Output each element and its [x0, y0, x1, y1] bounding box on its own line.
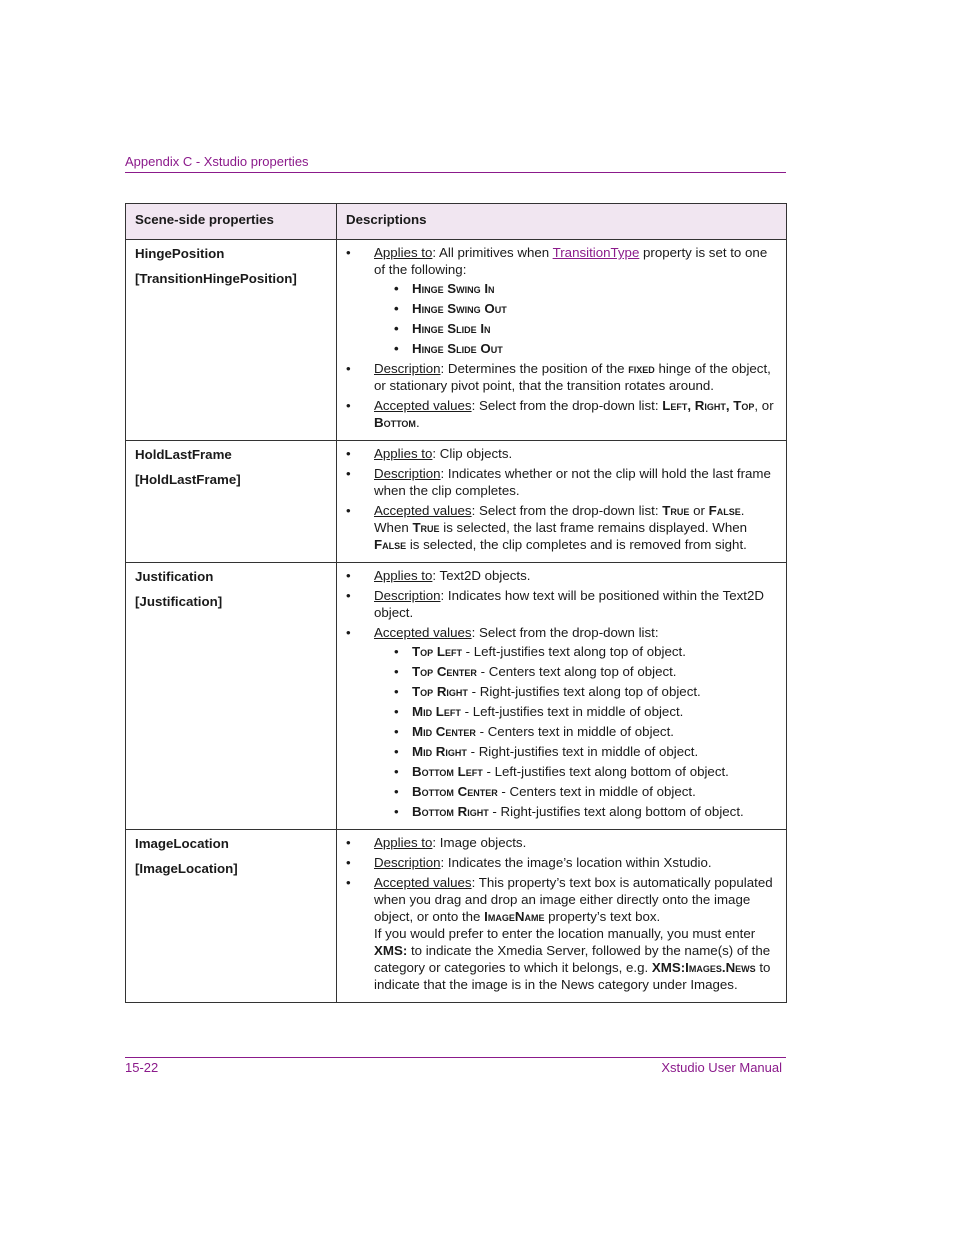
list-item [346, 587, 777, 621]
option-name: Bottom Center [412, 784, 498, 799]
table-header-row [126, 204, 787, 240]
option-text: - Right-justifies text along bottom of object. [488, 804, 744, 819]
accepted-values-text: is selected, the clip completes and is removed from sight. [406, 537, 747, 552]
example-xms: XMS: [651, 960, 686, 975]
accepted-values-text: . When [374, 503, 745, 535]
list-item [374, 783, 777, 800]
applies-text: : All primitives when [432, 245, 553, 260]
list-item [346, 465, 777, 499]
fixed-term: fixed [628, 361, 655, 376]
value-term: Left, Right, [662, 398, 730, 413]
option-name: Top Right [412, 684, 468, 699]
option-text: - Centers text in middle of object. [497, 784, 696, 799]
property-cell [126, 441, 337, 563]
list-item: • Hinge Swing In [374, 280, 777, 297]
column-header-descriptions: Descriptions [337, 204, 787, 240]
bullet-list [346, 834, 777, 993]
description-cell [337, 830, 787, 1003]
applies-text: : Text2D objects. [432, 568, 531, 583]
description-label: Description [374, 466, 441, 481]
accepted-values-label: Accepted values [374, 875, 472, 890]
option-text: - Centers text in middle of object. [475, 724, 674, 739]
list-item: • Hinge Swing Out [374, 300, 777, 317]
applies-to-label: Applies to [374, 245, 433, 260]
accepted-values-text: : Select from the drop-down list: [471, 398, 663, 413]
accepted-values-label: Accepted values [374, 398, 472, 413]
accepted-values-text: or [689, 503, 709, 518]
option-name: Mid Right [412, 744, 467, 759]
list-item [374, 663, 777, 680]
list-item [374, 723, 777, 740]
xms-term: XMS: [374, 943, 408, 958]
value-term: Bottom [374, 415, 416, 430]
list-item [374, 703, 777, 720]
bullet-list [346, 445, 777, 553]
list-item [374, 643, 777, 660]
accepted-values-text: . [415, 415, 420, 430]
option-text: - Left-justifies text along top of object. [461, 644, 686, 659]
property-cell [126, 240, 337, 441]
manual-entry-text: If you would prefer to enter the location manually, you must enter [374, 926, 756, 941]
accepted-values-text: is selected, the last frame remains displayed. When [439, 520, 748, 535]
footer-divider [125, 1057, 786, 1058]
description-label: Description [374, 361, 441, 376]
applies-text: : Image objects. [432, 835, 527, 850]
accepted-values-text: : Select from the drop-down list: [471, 625, 659, 640]
list-item [374, 683, 777, 700]
property-cell [126, 563, 337, 830]
description-text: : Indicates how text will be positioned within the Text2D object. [374, 588, 765, 620]
option-text: - Left-justifies text along bottom of object. [482, 764, 729, 779]
accepted-values-label: Accepted values [374, 625, 472, 640]
option-text: - Right-justifies text along top of object. [467, 684, 701, 699]
option-list [374, 280, 777, 357]
property-alias: [ImageLocation] [135, 861, 238, 876]
property-name: HingePosition [135, 246, 225, 261]
property-name: Justification [135, 569, 214, 584]
option-name: Top Center [412, 664, 477, 679]
page-number: 15-22 [125, 1060, 159, 1075]
list-item [346, 874, 777, 993]
option-name: Bottom Right [412, 804, 489, 819]
accepted-values-label: Accepted values [374, 503, 472, 518]
list-item [374, 763, 777, 780]
table-row-holdlastframe [126, 441, 787, 563]
list-item [346, 397, 777, 431]
manual-entry-paragraph [374, 925, 777, 993]
imagename-term: ImageName [484, 909, 545, 924]
description-text: : Indicates the image’s location within Xstudio. [440, 855, 712, 870]
accepted-values-text: , or [754, 398, 774, 413]
list-item [346, 445, 777, 462]
accepted-values-text: property’s text box. [544, 909, 661, 924]
option-name: Top Left [412, 644, 462, 659]
list-item [346, 854, 777, 871]
list-item [374, 743, 777, 760]
value-term: False [374, 537, 407, 552]
description-text: : Determines the position of the [440, 361, 629, 376]
list-item [374, 803, 777, 820]
property-alias: [Justification] [135, 594, 223, 609]
option-text: - Right-justifies text in middle of object. [466, 744, 699, 759]
description-text-end: hinge of the object, or stationary pivot point, that the transition rotates around. [374, 361, 771, 393]
table-row-imagelocation [126, 830, 787, 1003]
value-term: Top [733, 398, 755, 413]
description-label: Description [374, 855, 441, 870]
property-name: HoldLastFrame [135, 447, 232, 462]
option-text: - Centers text along top of object. [476, 664, 677, 679]
option-name: Bottom Left [412, 764, 483, 779]
table-row-justification [126, 563, 787, 830]
applies-to-label: Applies to [374, 835, 433, 850]
list-item [346, 502, 777, 553]
description-cell [337, 563, 787, 830]
property-cell [126, 830, 337, 1003]
option-list [374, 643, 777, 820]
manual-entry-text: to indicate the Xmedia Server, followed by the name(s) of the category or categories to which it belongs, e.g. [374, 943, 771, 975]
manual-title: Xstudio User Manual [661, 1060, 782, 1075]
column-header-properties: Scene-side properties [126, 204, 337, 240]
bullet-list [346, 567, 777, 820]
accepted-values-text: : This property’s text box is automatically populated when you drag and drop an image either directly onto the image object, or onto the [374, 875, 773, 924]
applies-text-end: property is set to one of the following: [374, 245, 768, 277]
applies-text: : Clip objects. [432, 446, 513, 461]
description-label: Description [374, 588, 441, 603]
property-name: ImageLocation [135, 836, 229, 851]
manual-entry-text: to indicate that the image is in the News category under Images. [374, 960, 771, 992]
list-item [346, 567, 777, 584]
option-name: Mid Left [412, 704, 461, 719]
accepted-values-text: : Select from the drop-down list: [471, 503, 663, 518]
example-path: Images.News [685, 960, 756, 975]
table-row-hingeposition [126, 240, 787, 441]
description-text: : Indicates whether or not the clip will hold the last frame when the clip completes. [374, 466, 771, 498]
applies-to-label: Applies to [374, 568, 433, 583]
list-item: • Hinge Slide Out [374, 340, 777, 357]
property-alias: [TransitionHingePosition] [135, 271, 297, 286]
list-item [346, 624, 777, 820]
option-name: Mid Center [412, 724, 476, 739]
description-cell [337, 240, 787, 441]
value-term: True [412, 520, 440, 535]
property-alias: [HoldLastFrame] [135, 472, 241, 487]
value-term: True [662, 503, 690, 518]
transitiontype-link[interactable]: TransitionType [552, 245, 640, 260]
properties-table [125, 203, 787, 1003]
option-text: - Left-justifies text in middle of object. [460, 704, 684, 719]
list-item [346, 360, 777, 394]
bullet-list [346, 244, 777, 431]
list-item: • Hinge Slide In [374, 320, 777, 337]
list-item [346, 834, 777, 851]
applies-to-label: Applies to [374, 446, 433, 461]
value-term: False [708, 503, 741, 518]
running-header: Appendix C - Xstudio properties [125, 154, 786, 173]
description-cell [337, 441, 787, 563]
list-item [346, 244, 777, 357]
